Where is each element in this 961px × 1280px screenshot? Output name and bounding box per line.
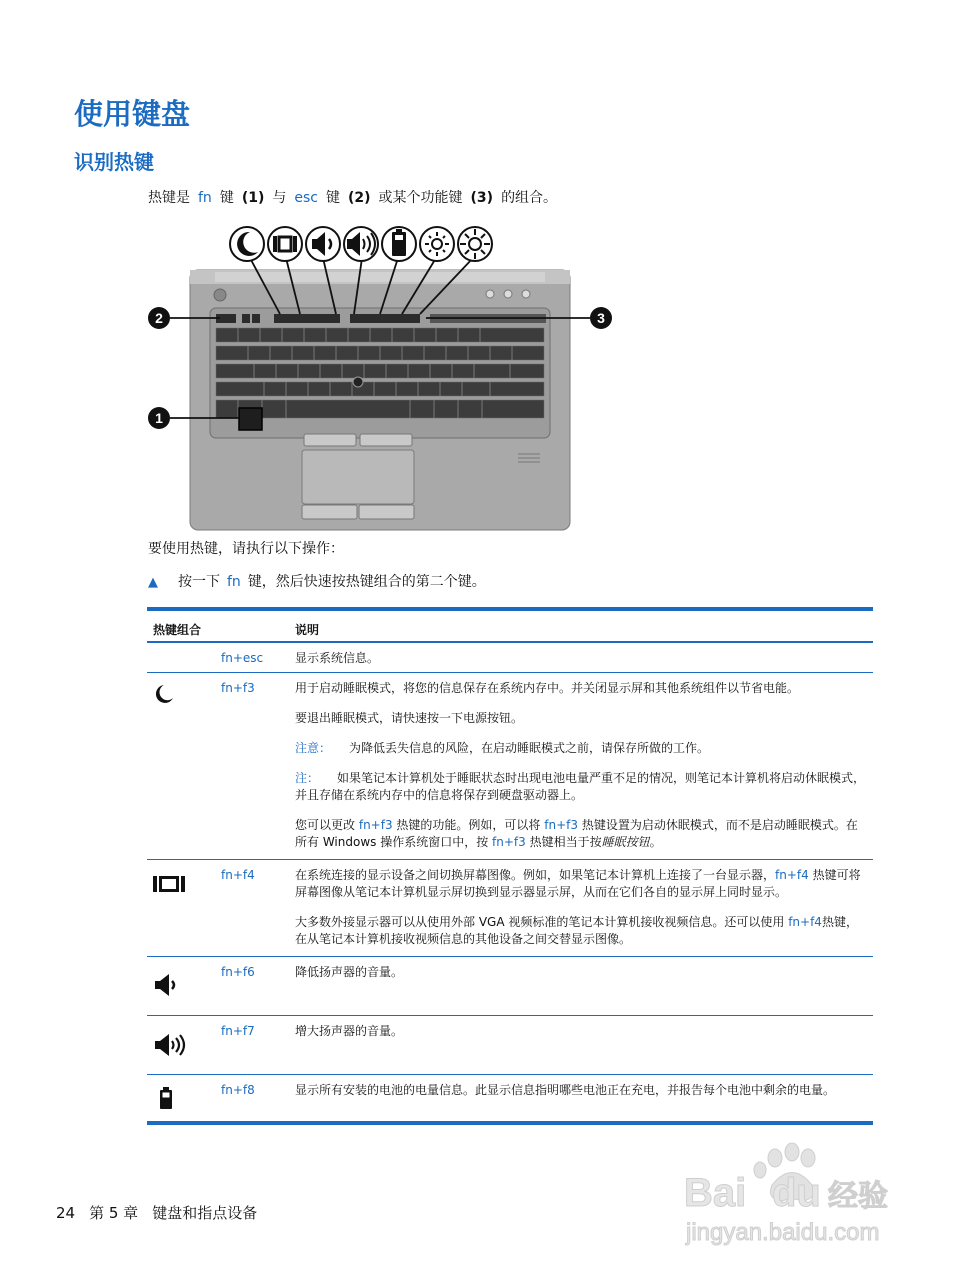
change-paragraph: 您可以更改 fn+f3 热键的功能。例如，可以将 fn+f3 热键设置为启动休眠模式，而不是启动睡眠模式。在所有 Windows 操作系统窗口中，按 fn+f3 热键相当于按睡眠按钮。 [295, 818, 858, 849]
svg-text:3: 3 [597, 310, 605, 326]
table-row: fn+f7 增大扬声器的音量。 [147, 1016, 873, 1075]
display-switch-icon [268, 227, 302, 261]
moon-icon [230, 227, 264, 261]
page-number: 24 [56, 1204, 76, 1222]
fn-key-text: fn [198, 190, 212, 206]
section-title: 识别热键 [74, 150, 154, 174]
note: 注： 如果笔记本计算机处于睡眠状态时出现电池电量严重不足的情况，则笔记本计算机将启动休眠模式，并且存储在系统内存中的信息将保存到硬盘驱动器上。 [295, 771, 866, 802]
table-row: fn+f4 在系统连接的显示设备之间切换屏幕图像。例如，如果笔记本计算机上连接了一台显示器，fn+f4 热键可将屏幕图像从笔记本计算机显示屏切换到显示器显示屏，从而在它们各自的显示屏上同时显示。 大多数外接显示器可以从使用外部 VGA 视频标准的笔记本计算机接收视频信息。还可以使用 fn+f4热键，在从笔记本计算机接收视频信息的其他设备之间交替显示图像。 [147, 860, 873, 957]
moon-icon [153, 673, 183, 708]
volume-down-icon [306, 227, 340, 261]
volume-up-icon [153, 1016, 183, 1061]
svg-text:经验: 经验 [828, 1179, 888, 1214]
chapter-label: 第 5 章 [89, 1204, 139, 1222]
hotkey-label: fn+f6 [221, 965, 255, 979]
table-row: fn+f3 用于启动睡眠模式，将您的信息保存在系统内存中。并关闭显示屏和其他系统组件以节省电能。 要退出睡眠模式，请快速按一下电源按钮。 注意： 为降低丢失信息的风险，在启动睡眠模式之前，请保存所做的工作。 注： 如果笔记本计算机处于睡眠状态时出现电池电量严重不足的情况，则笔记本计算机将启动休眠模式，并且存储在系统内存中的信息将保存到硬盘驱动器上。 您可以更改 fn+f3 热键的功能。例如，可以将 fn+f3 热键设置为启动休眠模式，而不是启动睡眠模式。在所有 Windows 操作系统窗口中，按 fn+f3 热键相当于按睡眠按钮。 [147, 673, 873, 860]
brightness-up-icon [458, 227, 492, 261]
svg-text:jingyan.baidu.com: jingyan.baidu.com [686, 1219, 880, 1246]
intro-paragraph: 热键是 fn 键 (1) 与 esc 键 (2) 或某个功能键 (3) 的组合。 [148, 190, 558, 206]
esc-key-text: esc [294, 190, 318, 206]
section-label: 键盘和指点设备 [152, 1204, 258, 1222]
table-row: fn+f6 降低扬声器的音量。 [147, 957, 873, 1016]
volume-down-icon [153, 957, 183, 1000]
page-title: 使用键盘 [74, 97, 191, 131]
column-header-combo: 热键组合 [153, 623, 202, 637]
display-switch-icon [153, 860, 183, 897]
caution-note: 注意： 为降低丢失信息的风险，在启动睡眠模式之前，请保存所做的工作。 [295, 741, 710, 755]
usage-text: 要使用热键，请执行以下操作： [148, 541, 344, 557]
callout-2 [148, 307, 170, 329]
hotkey-label: fn+f8 [221, 1083, 255, 1097]
table-row: fn+f8 显示所有安装的电池的电量信息。此显示信息指明哪些电池正在充电，并报告每个电池中剩余的电量。 [147, 1075, 873, 1121]
hotkey-label: fn+f7 [221, 1024, 255, 1038]
svg-text:1: 1 [155, 410, 163, 426]
hotkey-label: fn+f3 [221, 681, 255, 695]
hotkey-table [147, 607, 873, 1125]
column-header-description: 说明 [295, 623, 320, 637]
step-item: ▲ 按一下 fn 键，然后快速按热键组合的第二个键。 [148, 574, 486, 590]
svg-text:du: du [772, 1171, 821, 1215]
callout-1 [148, 407, 170, 429]
hotkey-label: fn+esc [221, 651, 264, 665]
svg-text:2: 2 [155, 310, 163, 326]
keyboard-figure [140, 222, 620, 534]
table-header [147, 611, 873, 643]
battery-icon [153, 1075, 183, 1112]
triangle-bullet-icon: ▲ [148, 575, 158, 590]
svg-text:Bai: Bai [684, 1171, 747, 1215]
brightness-down-icon [420, 227, 454, 261]
battery-icon [382, 227, 416, 261]
page-footer [56, 1202, 271, 1223]
baidu-watermark [680, 1140, 910, 1250]
table-row: fn+esc 显示系统信息。 [147, 643, 873, 673]
volume-up-icon [344, 227, 378, 261]
callout-3 [590, 307, 612, 329]
hotkey-label: fn+f4 [221, 868, 255, 882]
